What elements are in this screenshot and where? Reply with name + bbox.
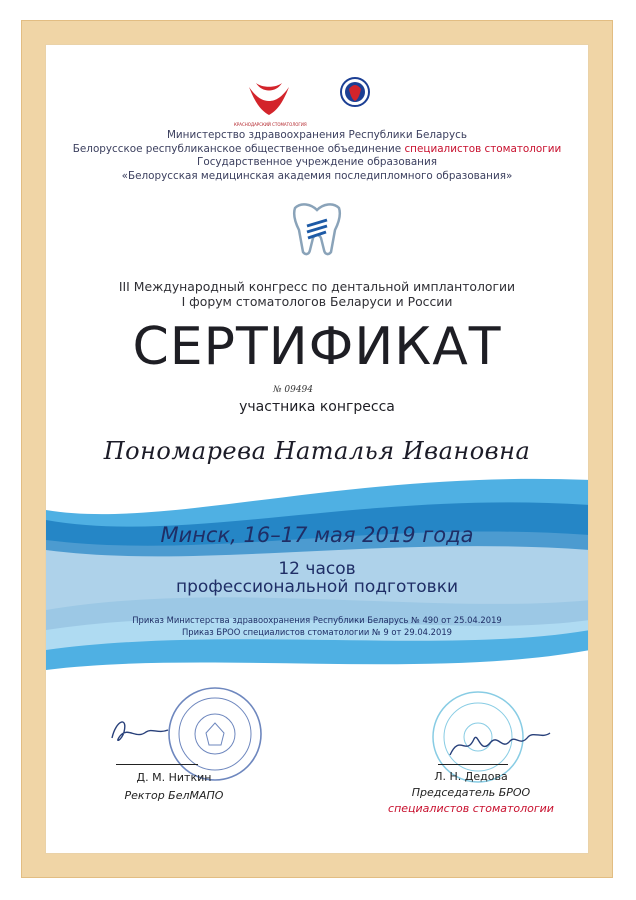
chair-name: Л. Н. Дедова (434, 770, 508, 783)
forum-line: I форум стоматологов Беларуси и России (181, 294, 453, 309)
institution-line: Государственное учреждение образования (197, 156, 437, 168)
association-line-highlight: специалистов стоматологии (404, 142, 562, 155)
certificate-number: № 09494 (273, 385, 314, 395)
rector-role: Ректор БелМАПО (124, 789, 224, 802)
association-line-prefix: Белорусское республиканское общественное объединение (72, 142, 405, 155)
participant-label: участника конгресса (239, 399, 395, 415)
hours-description: профессиональной подготовки (175, 577, 459, 597)
chair-block (381, 769, 561, 817)
chair-organization: специалистов стоматологии (388, 802, 554, 815)
event-heading (46, 279, 588, 309)
association-order: Приказ БРОО специалистов стоматологии № 9 от 29.04.2019 (182, 626, 452, 637)
chair-signature-line (438, 764, 508, 765)
association-line (46, 143, 588, 157)
ministry-line: Министерство здравоохранения Республики Беларусь (166, 129, 468, 141)
certificate-title: СЕРТИФИКАТ (132, 317, 502, 377)
hours-count: 12 часов (278, 559, 356, 579)
association-emblem (340, 77, 370, 107)
congress-logo (234, 77, 307, 135)
rector-name: Д. М. Ниткин (136, 771, 212, 784)
congress-logo-text: КРАСНОДАРСКИЙ СТОМАТОЛОГИЯ (234, 122, 307, 127)
rector-block (104, 769, 244, 805)
recipient-name: Пономарева Наталья Ивановна (103, 437, 531, 465)
event-dates: Минск, 16–17 мая 2019 года (160, 523, 474, 547)
rector-signature (106, 710, 176, 750)
tooth-icon (287, 200, 347, 256)
training-hours (46, 560, 588, 596)
ministry-order: Приказ Министерства здравоохранения Республики Беларусь № 490 от 25.04.2019 (132, 615, 502, 625)
logos-row (46, 77, 588, 137)
approval-orders (46, 615, 588, 638)
chair-signature (446, 725, 556, 765)
chair-role: Председатель БРОО (411, 786, 531, 799)
academy-line: «Белорусская медицинская академия последипломного образования» (121, 169, 513, 182)
congress-line: III Международный конгресс по дентальной имплантологии (118, 279, 516, 294)
issuer-header (46, 129, 588, 183)
rector-signature-line (116, 764, 198, 765)
certificate-paper (45, 44, 589, 854)
